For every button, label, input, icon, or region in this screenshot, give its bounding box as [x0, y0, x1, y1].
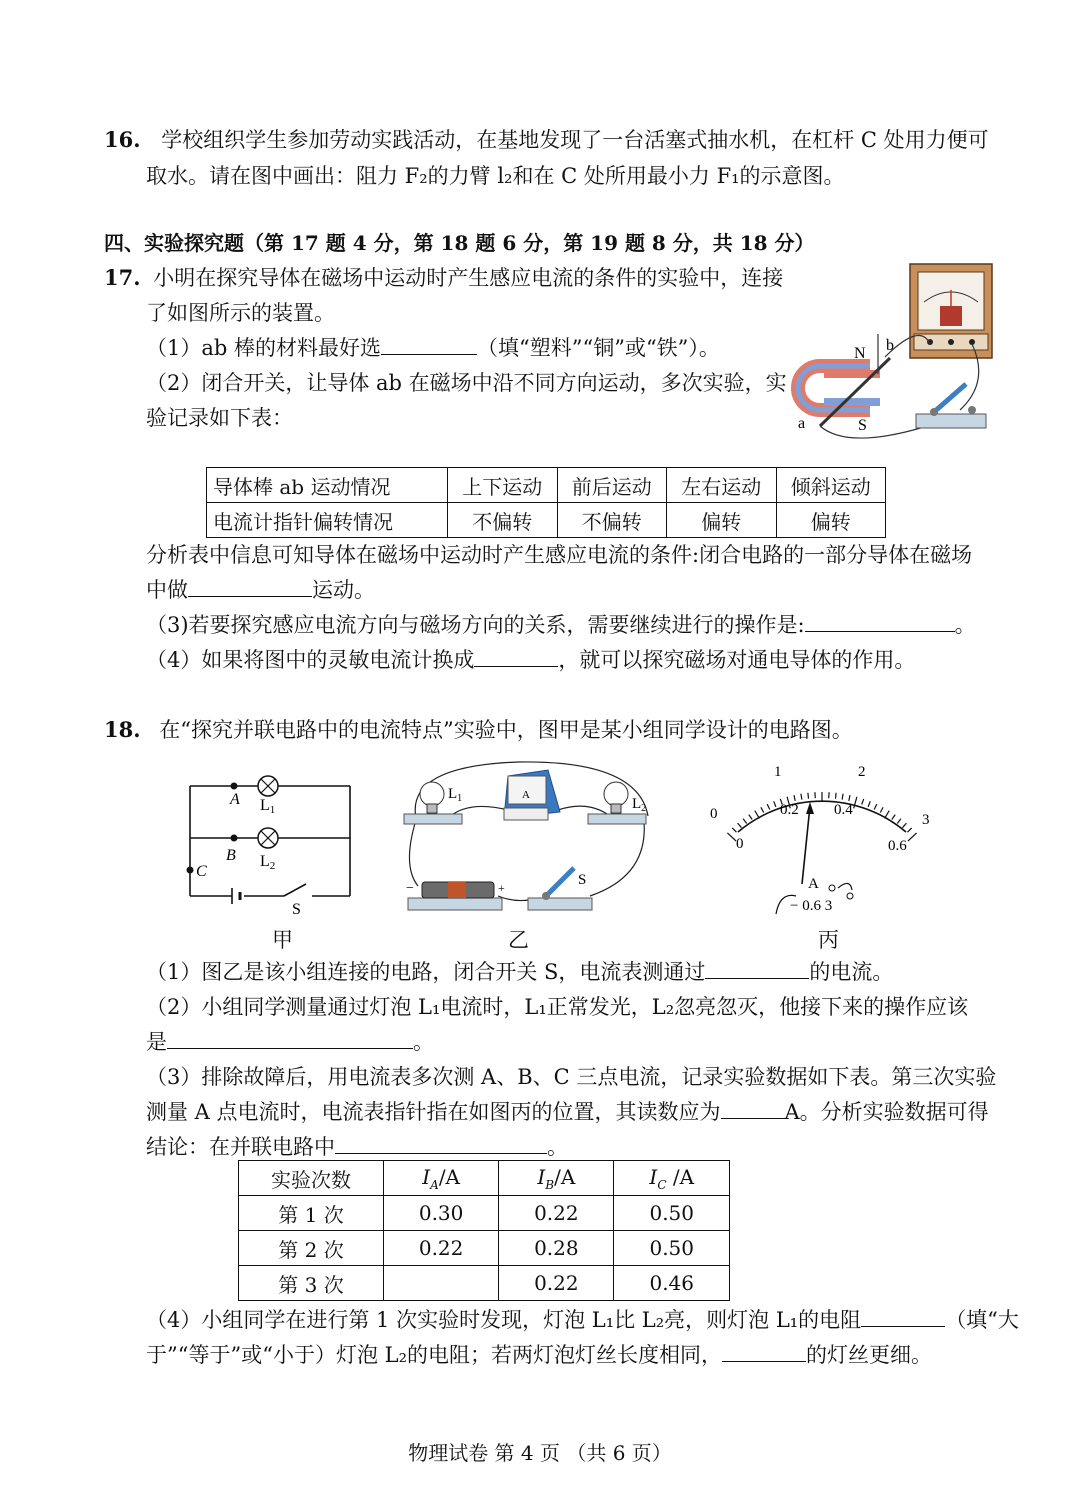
table-cell: 不偏转 — [448, 503, 558, 538]
q18-part2-line2 — [146, 1028, 434, 1056]
table-header-row — [239, 1161, 730, 1196]
label-B: B — [226, 847, 236, 864]
q17-part1 — [146, 334, 720, 362]
table-cell: 0.30 — [384, 1196, 499, 1231]
q18-part4-line1-post: （填“大 — [945, 1308, 1019, 1332]
q17-part3-pre: （3)若要探究感应电流方向与磁场方向的关系，需要继续进行的操作是: — [146, 613, 805, 637]
q18-part3-line3-post: 。 — [547, 1135, 568, 1159]
q18-part4-line2-post: 的灯丝更细。 — [805, 1343, 932, 1367]
label-S: S — [292, 901, 301, 918]
q16-text-line2: 取水。请在图中画出：阻力 F₂的力臂 l₂和在 C 处所用最小力 F₁的示意图。 — [146, 164, 845, 188]
q18-part3-line2-pre: 测量 A 点电流时，电流表指针指在如图丙的位置，其读数应为 — [146, 1100, 721, 1124]
q17-results-table — [206, 467, 886, 538]
table-row — [207, 503, 886, 538]
q17-part4-blank[interactable] — [474, 646, 558, 667]
q18-number: 18. — [104, 717, 141, 742]
table-header-cell: $I_B/A$ — [499, 1161, 614, 1196]
table-cell: 偏转 — [776, 503, 886, 538]
q17-part2-line2: 验记录如下表： — [146, 406, 293, 430]
dial-tick — [767, 804, 770, 809]
dial-tick — [908, 833, 917, 841]
ammeter-icon — [504, 770, 560, 820]
q18-part4-line2 — [146, 1341, 932, 1369]
q18-part1-blank[interactable] — [705, 958, 809, 979]
dial-bottom-2: 0.4 — [834, 802, 853, 818]
q18-part4-line1-pre: （4）小组同学在进行第 1 次实验时发现，灯泡 L₁比 L₂亮，则灯泡 L₁的电阻 — [146, 1308, 862, 1332]
table-header-cell: $I_C$ /A — [614, 1161, 730, 1196]
caption-jia: 甲 — [272, 928, 293, 952]
label-b: b — [886, 337, 894, 354]
lamp-l2-icon — [258, 828, 278, 848]
q17-apparatus-figure — [790, 262, 1000, 442]
dial-top-0: 0 — [710, 806, 718, 822]
dial-tick — [908, 828, 912, 832]
dial-top-1: 1 — [774, 764, 782, 780]
q18-part3-reading-blank[interactable] — [721, 1098, 785, 1119]
table-cell: 第 3 次 — [239, 1266, 384, 1301]
galvanometer-icon — [910, 264, 992, 358]
figure-yi-physical-circuit — [398, 756, 660, 920]
label-s: S — [858, 417, 867, 434]
table-cell: 上下运动 — [448, 468, 558, 503]
dial-tick — [903, 823, 907, 828]
q17-analysis-blank[interactable] — [188, 576, 312, 597]
horseshoe-magnet-icon — [798, 366, 880, 410]
dial-top-2: 2 — [858, 764, 866, 780]
table-row — [239, 1196, 730, 1231]
page-footer: 物理试卷 第 4 页 （共 6 页） — [408, 1441, 672, 1465]
label-S: S — [578, 872, 587, 888]
table-cell: 0.22 — [499, 1196, 614, 1231]
table-header-cell: $I_A/A$ — [384, 1161, 499, 1196]
dial-tick — [808, 793, 809, 799]
q17-part1-blank[interactable] — [381, 334, 477, 355]
q18-intro: 在“探究并联电路中的电流特点”实验中，图甲是某小组同学设计的电路图。 — [159, 718, 853, 742]
q18-part4-blank2[interactable] — [722, 1341, 806, 1362]
dial-tick — [727, 833, 736, 841]
dial-tick — [849, 795, 850, 801]
q18-part1-post: 的电流。 — [809, 960, 894, 984]
q18-part3-line2 — [146, 1098, 989, 1126]
table-cell: 不偏转 — [557, 503, 667, 538]
q17-part4-post: ，就可以探究磁场对通电导体的作用。 — [558, 648, 916, 672]
q17-part3-blank[interactable] — [805, 611, 955, 632]
dial-tick — [732, 828, 736, 832]
terminal-A: A — [808, 876, 819, 892]
dial-tick — [836, 793, 837, 799]
battery-minus: − — [406, 881, 414, 896]
q17-part4-pre: （4）如果将图中的灵敏电流计换成 — [146, 648, 475, 672]
q17-part2-line1: （2）闭合开关，让导体 ab 在磁场中沿不同方向运动，多次实验，实 — [146, 371, 787, 395]
label-L1: L1 — [260, 797, 276, 816]
q18-part2-blank[interactable] — [167, 1028, 413, 1049]
q17-text-line2: 了如图所示的装置。 — [146, 301, 335, 325]
table-cell: 0.28 — [499, 1231, 614, 1266]
label-C: C — [196, 863, 207, 880]
battery-icon — [408, 882, 502, 910]
q18-part2-line1: （2）小组同学测量通过灯泡 L₁电流时，L₁正常发光，L₂忽亮忽灭，他接下来的操作应该 — [146, 995, 969, 1019]
table-row — [239, 1231, 730, 1266]
q17-part3-post: 。 — [954, 613, 976, 637]
q17-text-line1: 小明在探究导体在磁场中运动时产生感应电流的条件的实验中，连接 — [153, 266, 784, 290]
label-L1: $L_1$ — [448, 786, 463, 804]
q18-part3-line3-pre: 结论：在并联电路中 — [146, 1135, 335, 1159]
table-cell: 0.50 — [614, 1231, 730, 1266]
q17-part1-post: （填“塑料”“铜”或“铁”）。 — [477, 336, 720, 360]
q17-part3 — [146, 611, 976, 639]
q17-part1-pre: （1）ab 棒的材料最好选 — [146, 336, 381, 360]
q17-line1 — [104, 264, 783, 292]
q17-analysis-post: 运动。 — [312, 578, 375, 602]
q18-part4-line1 — [146, 1306, 1019, 1334]
q16-line1 — [104, 126, 989, 154]
label-n: N — [854, 345, 866, 362]
dial-tick — [892, 815, 895, 820]
lamp-l1-icon — [258, 776, 278, 796]
dial-tick — [738, 823, 742, 828]
dial-tick — [842, 794, 843, 800]
q18-part4-blank1[interactable] — [861, 1306, 945, 1327]
q18-part3-line3 — [146, 1133, 568, 1161]
table-row — [207, 468, 886, 503]
terminal-labels: − 0.6 3 — [790, 898, 833, 914]
q16-text-line1: 学校组织学生参加劳动实践活动，在基地发现了一台活塞式抽水机，在杠杆 C 处用力便可 — [161, 128, 989, 152]
label-L2: L2 — [260, 853, 276, 872]
q18-part4-line2-pre: 于”“等于”或“小于）灯泡 L₂的电阻；若两灯泡灯丝长度相同， — [146, 1343, 722, 1367]
dial-top-3: 3 — [922, 812, 930, 828]
label-a: a — [798, 415, 806, 432]
figure-jia-circuit — [180, 766, 360, 926]
q18-part2-post: 。 — [413, 1030, 434, 1054]
caption-bing: 丙 — [818, 928, 839, 952]
table-cell-empty[interactable] — [384, 1266, 499, 1301]
dial-tick — [761, 807, 764, 812]
dial-tick — [868, 801, 870, 807]
q17-analysis-line1: 分析表中信息可知导体在磁场中运动时产生感应电流的条件:闭合电路的一部分导体在磁场 — [146, 543, 973, 567]
figure-bing-ammeter-dial — [700, 756, 940, 920]
table-cell: 第 2 次 — [239, 1231, 384, 1266]
table-cell: 左右运动 — [667, 468, 777, 503]
dial-tick — [880, 807, 883, 812]
q18-part1 — [146, 958, 893, 986]
table-cell: 0.50 — [614, 1196, 730, 1231]
label-A: A — [230, 791, 240, 808]
dial-tick — [749, 815, 752, 820]
battery-plus: + — [498, 881, 505, 895]
q18-part3-line1: （3）排除故障后，用电流表多次测 A、B、C 三点电流，记录实验数据如下表。第三次实验 — [146, 1065, 997, 1089]
dial-tick — [743, 819, 747, 824]
table-row — [239, 1266, 730, 1301]
dial-tick — [874, 804, 877, 809]
section-4-heading: 四、实验探究题（第 17 题 4 分，第 18 题 6 分，第 19 题 8 分，共 18 分） — [104, 231, 815, 255]
table-cell: 偏转 — [667, 503, 777, 538]
q17-analysis-line2 — [146, 576, 375, 604]
table-cell: 0.22 — [499, 1266, 614, 1301]
table-cell: 第 1 次 — [239, 1196, 384, 1231]
table-cell: 倾斜运动 — [776, 468, 886, 503]
table-cell: 电流计指针偏转情况 — [207, 503, 448, 538]
label-L2: $L_2$ — [632, 796, 647, 814]
table-cell: 前后运动 — [557, 468, 667, 503]
q18-intro-line — [104, 716, 853, 744]
dial-tick — [862, 799, 864, 805]
q18-part3-conclusion-blank[interactable] — [335, 1133, 547, 1154]
caption-yi: 乙 — [508, 928, 529, 952]
dial-tick — [755, 811, 760, 819]
table-cell: 0.46 — [614, 1266, 730, 1301]
switch-icon — [916, 384, 986, 428]
q18-part1-pre: （1）图乙是该小组连接的电路，闭合开关 S，电流表测通过 — [146, 960, 706, 984]
dial-tick — [897, 819, 901, 824]
table-header-cell: 实验次数 — [239, 1161, 384, 1196]
q17-number: 17. — [104, 265, 141, 290]
q18-part3-line2-post: A。分析实验数据可得 — [784, 1100, 989, 1124]
table-cell: 导体棒 ab 运动情况 — [207, 468, 448, 503]
ammeter-label: A — [522, 789, 530, 801]
dial-tick — [801, 794, 802, 800]
ammeter-needle — [802, 806, 810, 884]
table-cell: 0.22 — [384, 1231, 499, 1266]
q18-data-table — [238, 1160, 730, 1301]
dial-tick — [774, 801, 776, 807]
dial-bottom-1: 0.2 — [780, 802, 799, 818]
dial-tick — [794, 795, 795, 801]
dial-bottom-3: 0.6 — [888, 838, 907, 854]
q18-part2-pre: 是 — [146, 1030, 167, 1054]
q17-part4 — [146, 646, 915, 674]
dial-tick — [885, 811, 890, 819]
q17-analysis-pre: 中做 — [146, 578, 188, 602]
dial-bottom-0: 0 — [736, 836, 744, 852]
q16-number: 16. — [104, 127, 141, 152]
